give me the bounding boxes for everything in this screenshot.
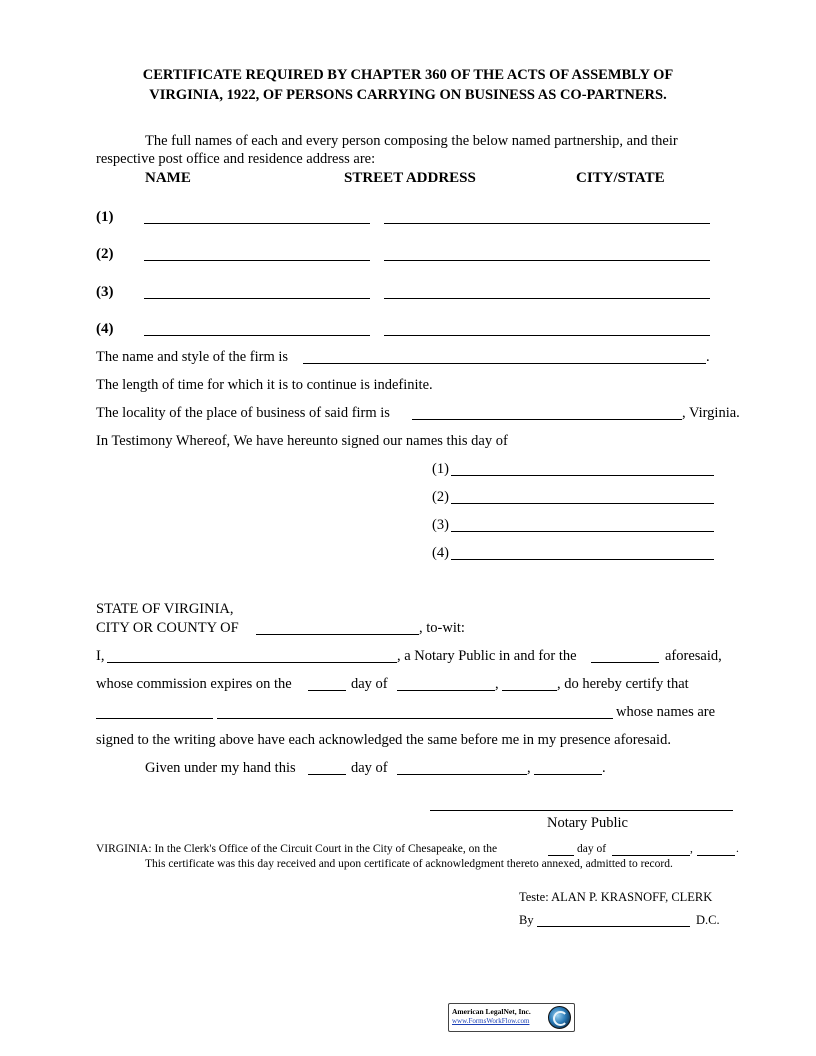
- given-day-field[interactable]: [308, 774, 346, 775]
- notary-name-field[interactable]: [107, 662, 397, 663]
- notary-public-in-for-text: , a Notary Public in and for the: [397, 648, 577, 664]
- firm-locality-label: The locality of the place of business of said firm is: [96, 405, 390, 421]
- notary-state: STATE OF VIRGINIA,: [96, 601, 234, 617]
- signature-4-field[interactable]: [451, 559, 714, 560]
- partner-3-name-field[interactable]: [144, 298, 370, 299]
- partner-row-label-1: (1): [96, 209, 114, 225]
- commission-day-field[interactable]: [308, 690, 346, 691]
- american-legalnet-logo[interactable]: [448, 1003, 575, 1032]
- partner-row-label-4: (4): [96, 321, 114, 337]
- firm-name-label: The name and style of the firm is: [96, 349, 289, 365]
- clerk-record-statement: This certificate was this day received and upon certificate of acknowledgment thereto annexed, admitted to record.: [145, 858, 673, 870]
- clerk-period: .: [736, 843, 739, 855]
- given-period: .: [602, 760, 606, 776]
- notary-signature-field[interactable]: [430, 810, 733, 811]
- intro-line-1: The full names of each and every person composing the below named partnership, and their: [145, 133, 678, 149]
- commission-day-of-text: day of: [351, 676, 388, 692]
- partner-3-address-field[interactable]: [384, 298, 710, 299]
- firm-locality-field[interactable]: [412, 419, 682, 420]
- notary-jurisdiction-field[interactable]: [591, 662, 659, 663]
- given-comma: ,: [527, 760, 531, 776]
- partner-4-address-field[interactable]: [384, 335, 710, 336]
- given-year-field[interactable]: [534, 774, 602, 775]
- intro-line-2: respective post office and residence address are:: [96, 151, 376, 167]
- clerk-day-of-text: day of: [577, 843, 607, 855]
- acknowledgment-field-1[interactable]: [96, 718, 213, 719]
- clerk-year-field[interactable]: [697, 855, 735, 856]
- notary-aforesaid-text: aforesaid,: [665, 648, 722, 664]
- partner-4-name-field[interactable]: [144, 335, 370, 336]
- globe-icon: [548, 1006, 571, 1029]
- partner-1-name-field[interactable]: [144, 223, 370, 224]
- partner-row-label-2: (2): [96, 246, 114, 262]
- signature-row-label-3: (3): [432, 517, 449, 533]
- notary-i-label: I,: [96, 648, 105, 664]
- notary-public-label: Notary Public: [547, 815, 628, 831]
- commission-comma: ,: [495, 676, 499, 692]
- partner-2-address-field[interactable]: [384, 260, 710, 261]
- notary-commission-label: whose commission expires on the: [96, 676, 292, 692]
- testimony-statement: In Testimony Whereof, We have hereunto signed our names this day of: [96, 433, 508, 449]
- signature-row-label-1: (1): [432, 461, 449, 477]
- clerk-teste: Teste: ALAN P. KRASNOFF, CLERK: [519, 890, 713, 904]
- firm-name-field[interactable]: [303, 363, 706, 364]
- notary-county-label: CITY OR COUNTY OF: [96, 620, 239, 636]
- firm-duration-statement: The length of time for which it is to continue is indefinite.: [96, 377, 433, 393]
- commission-year-field[interactable]: [502, 690, 557, 691]
- column-header-city-state: CITY/STATE: [576, 170, 665, 186]
- column-header-street-address: STREET ADDRESS: [344, 170, 476, 186]
- logo-website-link[interactable]: www.FormsWorkFlow.com: [452, 1017, 530, 1025]
- commission-month-field[interactable]: [397, 690, 495, 691]
- firm-name-period: .: [706, 349, 710, 365]
- whose-names-text: whose names are: [616, 704, 716, 720]
- signature-1-field[interactable]: [451, 475, 714, 476]
- notary-to-wit: , to-wit:: [419, 620, 465, 636]
- logo-company-name: American LegalNet, Inc.: [452, 1007, 531, 1016]
- given-under-hand-label: Given under my hand this: [145, 760, 296, 776]
- acknowledgment-field-2[interactable]: [217, 718, 613, 719]
- notary-county-field[interactable]: [256, 634, 419, 635]
- clerk-day-field[interactable]: [548, 855, 574, 856]
- given-day-of-text: day of: [351, 760, 388, 776]
- clerk-comma: ,: [690, 843, 693, 855]
- firm-locality-virginia: , Virginia.: [682, 405, 740, 421]
- column-header-name: NAME: [145, 170, 191, 186]
- partner-row-label-3: (3): [96, 284, 114, 300]
- signature-row-label-2: (2): [432, 489, 449, 505]
- clerk-office-statement: VIRGINIA: In the Clerk's Office of the Circuit Court in the City of Chesapeake, on the: [96, 843, 498, 855]
- given-month-field[interactable]: [397, 774, 527, 775]
- acknowledged-statement: signed to the writing above have each acknowledged the same before me in my presence aforesaid.: [96, 732, 671, 748]
- clerk-month-field[interactable]: [612, 855, 690, 856]
- deputy-clerk-signature-field[interactable]: [537, 926, 690, 927]
- title-line-1: CERTIFICATE REQUIRED BY CHAPTER 360 OF THE ACTS OF ASSEMBLY OF: [142, 67, 674, 83]
- signature-3-field[interactable]: [451, 531, 714, 532]
- notary-certify-text: , do hereby certify that: [557, 676, 689, 692]
- signature-row-label-4: (4): [432, 545, 449, 561]
- deputy-clerk-label: D.C.: [696, 913, 720, 927]
- title-line-2: VIRGINIA, 1922, OF PERSONS CARRYING ON BUSINESS AS CO-PARTNERS.: [149, 87, 667, 103]
- partner-2-name-field[interactable]: [144, 260, 370, 261]
- signature-2-field[interactable]: [451, 503, 714, 504]
- partner-1-address-field[interactable]: [384, 223, 710, 224]
- clerk-by-label: By: [519, 913, 534, 927]
